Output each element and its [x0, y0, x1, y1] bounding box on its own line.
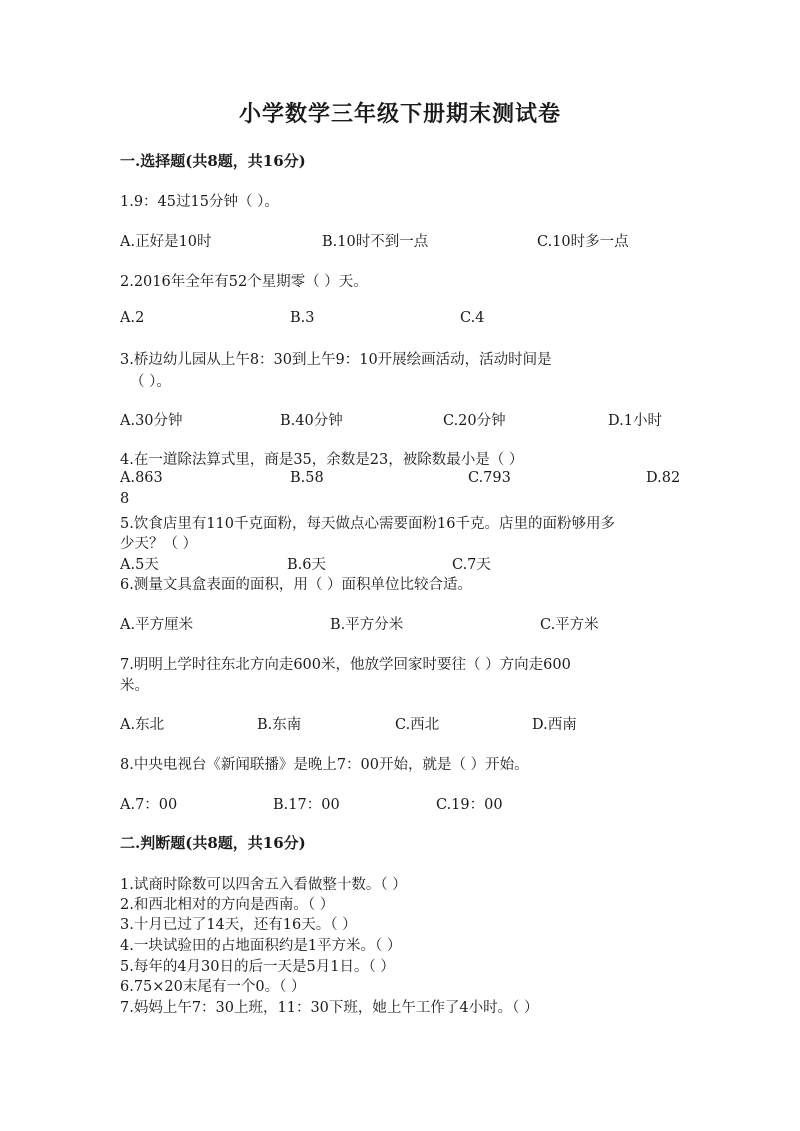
q3-option-b: B.40分钟 — [280, 413, 343, 429]
q5-option-a: A.5天 — [120, 557, 159, 573]
question-8: 8.中央电视台《新闻联播》是晚上7：00开始，就是（ ）开始。 — [120, 757, 529, 773]
q4-option-a: A.863 — [120, 470, 163, 486]
section-heading-judgement: 二.判断题(共8题，共16分) — [120, 834, 306, 852]
judgement-item-5: 5.每年的4月30日的后一天是5月1日。（ ） — [120, 959, 395, 975]
question-5-line-1: 5.饮食店里有110千克面粉，每天做点心需要面粉16千克。店里的面粉够用多 — [120, 516, 615, 532]
q3-option-d: D.1小时 — [608, 413, 662, 429]
q3-option-c: C.20分钟 — [443, 413, 506, 429]
q5-option-c: C.7天 — [452, 557, 491, 573]
question-3-line-1: 3.桥边幼儿园从上午8：30到上午9：10开展绘画活动，活动时间是 — [120, 352, 552, 368]
q3-option-a: A.30分钟 — [120, 413, 183, 429]
question-7-line-1: 7.明明上学时往东北方向走600米，他放学回家时要往（ ）方向走600 — [120, 657, 571, 673]
q8-option-c: C.19：00 — [436, 797, 503, 813]
q4-option-d: D.82 — [646, 470, 681, 486]
q2-option-a: A.2 — [120, 310, 145, 326]
section-heading-choice: 一.选择题(共8题，共16分) — [120, 152, 306, 170]
q4-option-d-wrap: 8 — [120, 491, 130, 507]
question-4: 4.在一道除法算式里，商是35，余数是23，被除数最小是（ ） — [120, 452, 524, 468]
judgement-item-7: 7.妈妈上午7：30上班，11：30下班，她上午工作了4小时。（ ） — [120, 1000, 539, 1016]
page-title: 小学数学三年级下册期末测试卷 — [238, 101, 561, 127]
judgement-item-6: 6.75×20末尾有一个0。（ ） — [120, 979, 306, 995]
q2-option-c: C.4 — [460, 310, 485, 326]
q1-option-a: A.正好是10时 — [120, 234, 212, 250]
judgement-item-3: 3.十月已过了14天，还有16天。（ ） — [120, 917, 357, 933]
judgement-item-1: 1.试商时除数可以四舍五入看做整十数。（ ） — [120, 877, 407, 893]
q1-option-c: C.10时多一点 — [537, 234, 629, 250]
q6-option-b: B.平方分米 — [330, 617, 404, 633]
q5-option-b: B.6天 — [287, 557, 326, 573]
q4-option-c: C.793 — [468, 470, 511, 486]
q6-option-c: C.平方米 — [540, 617, 599, 633]
q8-option-a: A.7：00 — [120, 797, 178, 813]
question-1: 1.9：45过15分钟（ ）。 — [120, 194, 279, 210]
q1-option-b: B.10时不到一点 — [322, 234, 429, 250]
q7-option-c: C.西北 — [395, 717, 440, 733]
q2-option-b: B.3 — [290, 310, 315, 326]
judgement-item-4: 4.一块试验田的占地面积约是1平方米。（ ） — [120, 938, 402, 954]
q6-option-a: A.平方厘米 — [120, 617, 194, 633]
question-7-line-2: 米。 — [120, 678, 149, 694]
question-6: 6.测量文具盒表面的面积，用（ ）面积单位比较合适。 — [120, 577, 472, 593]
judgement-item-2: 2.和西北相对的方向是西南。（ ） — [120, 897, 335, 913]
q7-option-b: B.东南 — [257, 717, 302, 733]
q8-option-b: B.17：00 — [273, 797, 340, 813]
q7-option-a: A.东北 — [120, 717, 165, 733]
q4-option-b: B.58 — [290, 470, 324, 486]
question-2: 2.2016年全年有52个星期零（ ）天。 — [120, 274, 368, 290]
question-5-line-2: 少天？（ ） — [120, 536, 198, 552]
q7-option-d: D.西南 — [532, 717, 577, 733]
question-3-line-2: （ ）。 — [130, 374, 171, 390]
